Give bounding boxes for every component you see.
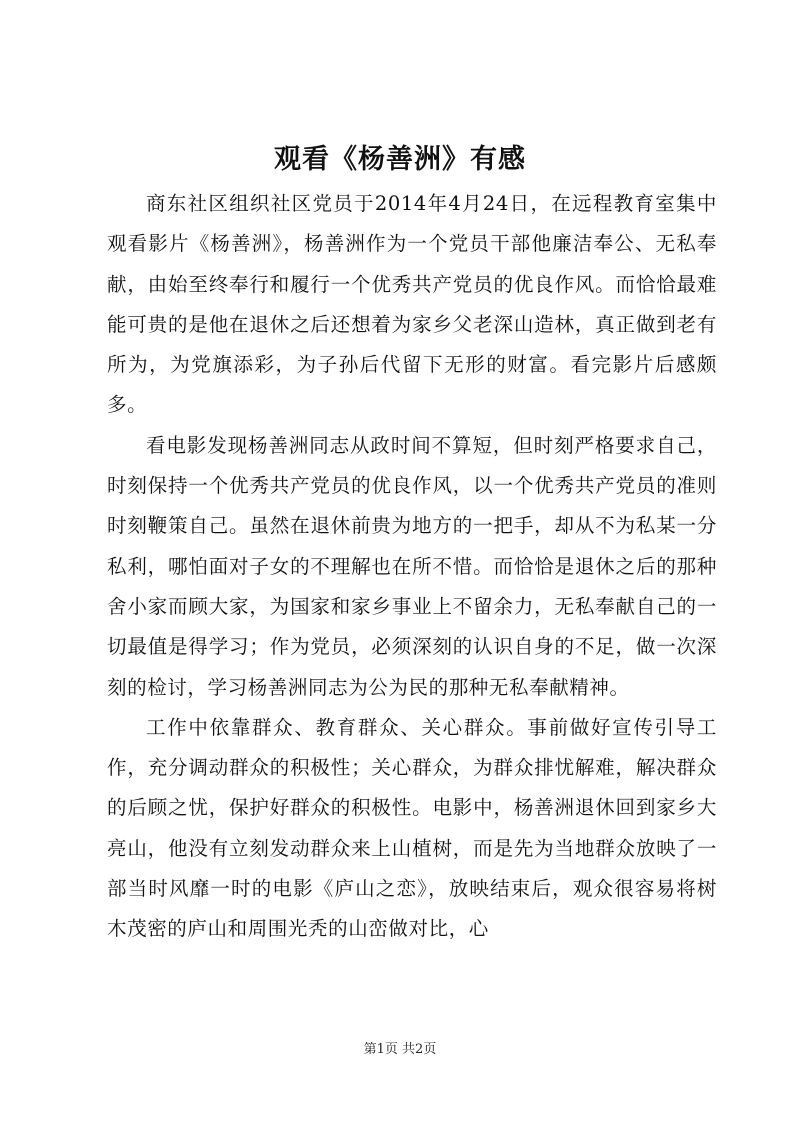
paragraph-1: 商东社区组织社区党员于2014年4月24日，在远程教育室集中观看影片《杨善洲》，杨善洲作为一个党员干部他廉洁奉公、无私奉献，由始至终奉行和履行一个优秀共产党员的优良作风。而恰恰最难能可贵的是他在退休之后还想着为家乡父老深山造林，真正做到老有所为，为党旗添彩，为子孙后代留下无形的财富。看完影片后感颇多。 — [107, 192, 717, 417]
paragraph-2: 看电影发现杨善洲同志从政时间不算短，但时刻严格要求自己，时刻保持一个优秀共产党员的优良作风，以一个优秀共产党员的准则时刻鞭策自己。虽然在退休前贵为地方的一把手，却从不为私某一分私利，哪怕面对子女的不理解也在所不惜。而恰恰是退休之后的那种舍小家而顾大家，为国家和家乡事业上不留余力，无私奉献自己的一切最值是得学习；作为党员，必须深刻的认识自身的不足，做一次深刻的检讨，学习杨善洲同志为公为民的那种无私奉献精神。 — [107, 433, 717, 699]
page-footer: 第1页 共2页 — [363, 1042, 437, 1057]
document-body — [107, 184, 717, 950]
document-title: 观看《杨善洲》有感 — [274, 144, 526, 175]
paragraph-3: 工作中依靠群众、教育群众、关心群众。事前做好宣传引导工作，充分调动群众的积极性；关心群众，为群众排忧解难，解决群众的后顾之忧，保护好群众的积极性。电影中，杨善洲退休回到家乡大亮山，他没有立刻发动群众来上山植树，而是先为当地群众放映了一部当时风靡一时的电影《庐山之恋》，放映结束后，观众很容易将树木茂密的庐山和周围光秃的山峦做对比，心 — [107, 715, 717, 941]
